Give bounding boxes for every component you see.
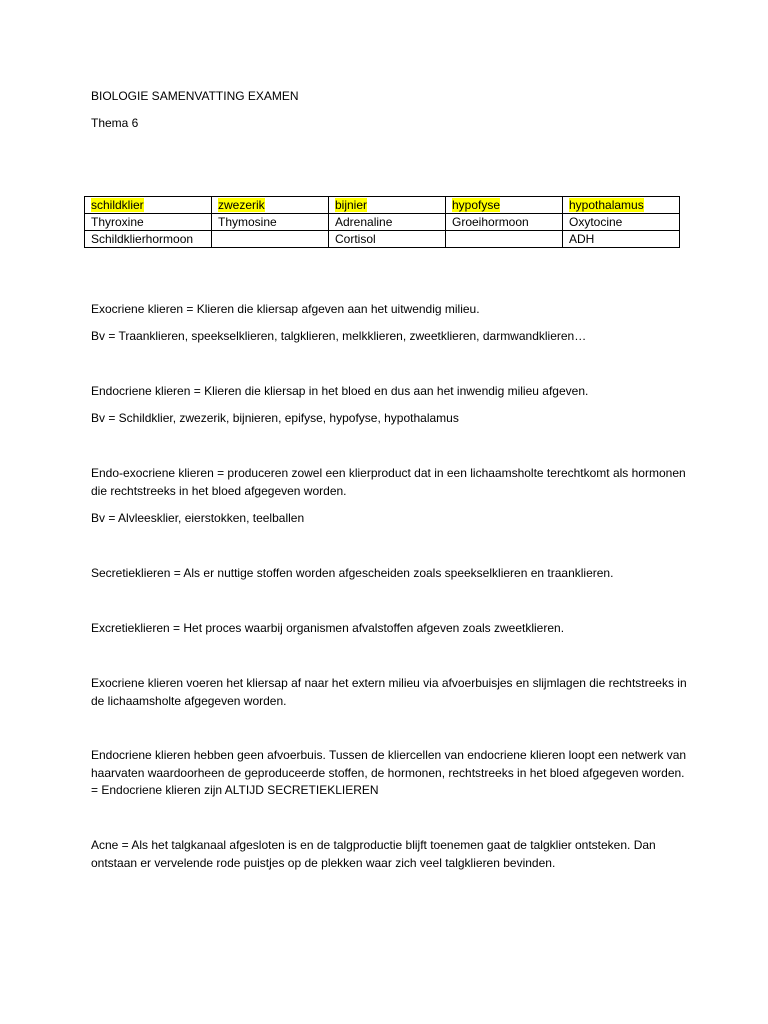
highlighted-gland-name: schildklier — [91, 198, 144, 212]
table-cell — [446, 231, 563, 248]
definition-endo-exocrine: Endo-exocriene klieren = produceren zowel een klierproduct dat in een lichaamsholte terechtkomt als hormonen die rechtstreeks in het bloed afgegeven worden. — [91, 466, 686, 498]
glands-hormones-table — [84, 196, 680, 248]
table-row — [85, 231, 680, 248]
table-cell: Thymosine — [212, 214, 329, 231]
examples-endo-exocrine: Bv = Alvleesklier, eierstokken, teelballen — [91, 511, 305, 525]
table-cell: Schildklierhormoon — [85, 231, 212, 248]
table-header-cell — [329, 197, 446, 214]
highlighted-gland-name: hypofyse — [452, 198, 501, 212]
table-header-cell — [563, 197, 680, 214]
definition-secretion-glands: Secretieklieren = Als er nuttige stoffen worden afgescheiden zoals speekselklieren en traanklieren. — [91, 566, 614, 580]
highlighted-gland-name: zwezerik — [218, 198, 265, 212]
table-header-cell — [212, 197, 329, 214]
paragraph-acne: Acne = Als het talgkanaal afgesloten is en de talgproductie blijft toenemen gaat de talgklier ontsteken. Dan ontstaan er vervelende rode puistjes op de plekken waar zich veel talgklieren bevinden. — [91, 838, 656, 870]
table-header-cell — [85, 197, 212, 214]
table-cell — [212, 231, 329, 248]
table-header-cell — [446, 197, 563, 214]
table-cell: Groeihormoon — [446, 214, 563, 231]
definition-endocrine: Endocriene klieren = Klieren die kliersap in het bloed en dus aan het inwendig milieu afgeven. — [91, 384, 589, 398]
definition-excretion-glands: Excretieklieren = Het proces waarbij organismen afvalstoffen afgeven zoals zweetklieren. — [91, 621, 565, 635]
table-cell: ADH — [563, 231, 680, 248]
table-cell: Oxytocine — [563, 214, 680, 231]
examples-endocrine: Bv = Schildklier, zwezerik, bijnieren, epifyse, hypofyse, hypothalamus — [91, 411, 459, 425]
examples-exocrine: Bv = Traanklieren, speekselklieren, talgklieren, melkklieren, zweetklieren, darmwandklieren… — [91, 329, 587, 343]
document-heading: BIOLOGIE SAMENVATTING EXAMEN — [91, 89, 299, 103]
table-header-row — [85, 197, 680, 214]
table-row — [85, 214, 680, 231]
document-subheading: Thema 6 — [91, 116, 139, 130]
highlighted-gland-name: hypothalamus — [569, 198, 644, 212]
table-cell: Adrenaline — [329, 214, 446, 231]
table-cell: Thyroxine — [85, 214, 212, 231]
paragraph-endocrine-capillaries: Endocriene klieren hebben geen afvoerbuis. Tussen de kliercellen van endocriene klieren loopt een netwerk van haarvaten waardoorheen de geproduceerde stoffen, de hormonen, rechtstreeks in het bloed afgegeven worden. = Endocriene klieren zijn ALTIJD SECRETIEKLIEREN — [91, 748, 687, 797]
highlighted-gland-name: bijnier — [335, 198, 368, 212]
definition-exocrine: Exocriene klieren = Klieren die kliersap afgeven aan het uitwendig milieu. — [91, 302, 480, 316]
table-cell: Cortisol — [329, 231, 446, 248]
paragraph-exocrine-ducts: Exocriene klieren voeren het kliersap af naar het extern milieu via afvoerbuisjes en slijmlagen die rechtstreeks in de lichaamsholte afgegeven worden. — [91, 676, 687, 708]
